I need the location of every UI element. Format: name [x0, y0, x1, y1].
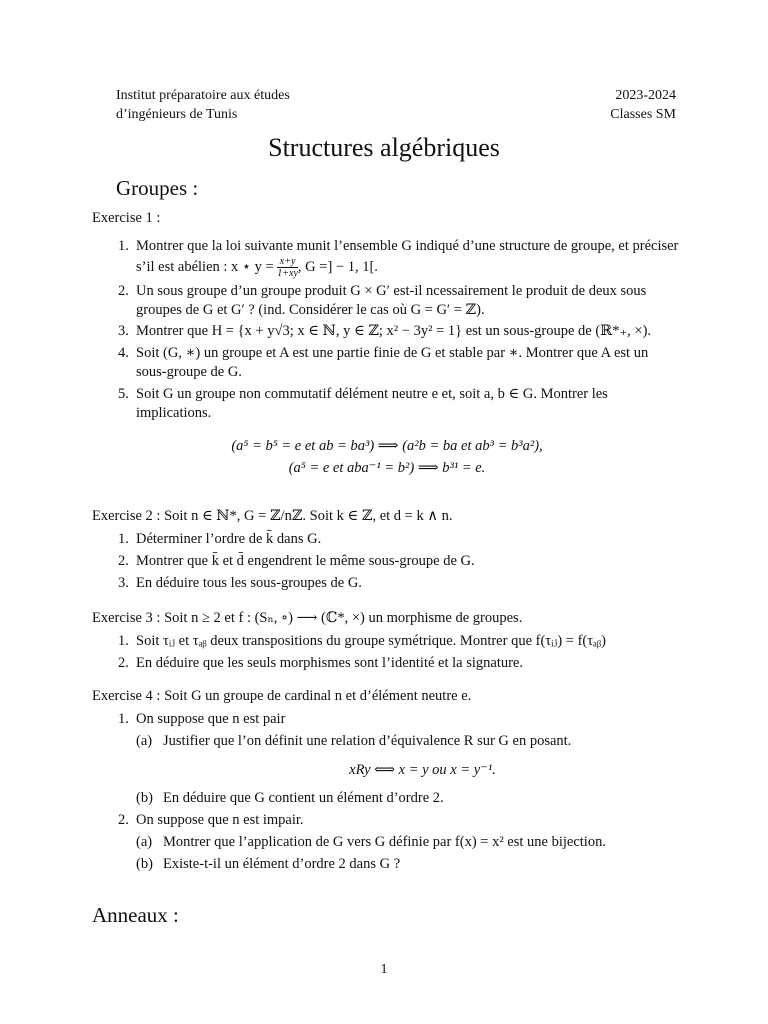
subitem-text: Montrer que l’application de G vers G définie par f(x) = x² est une bijection.	[163, 834, 606, 851]
subitem-text: Justifier que l’on définit une relation d’équivalence R sur G en posant.	[163, 732, 572, 749]
subitem-text: Existe-t-il un élément d’ordre 2 dans G ?	[163, 855, 401, 872]
item-number: 2.	[118, 812, 129, 829]
exercise-1	[92, 209, 682, 488]
item-text: Montrer que la loi suivante munit l’ensemble G indiqué d’une structure de groupe, et préciser s’il est abélien : x ⋆ y =	[136, 237, 679, 275]
exercise-3-item-1	[92, 632, 682, 651]
exercise-1-item-3	[92, 322, 682, 341]
item-number: 2.	[118, 654, 129, 671]
year-class-header	[610, 86, 676, 124]
exercise-3-heading: Exercise 3 : Soit n ≥ 2 et f : (Sₙ, ∘) ⟶ (ℂ*, ×) un morphisme de groupes.	[92, 610, 523, 626]
document-title: Structures algébriques	[268, 133, 500, 162]
exercise-2-item-1	[92, 530, 682, 549]
page-number: 1	[380, 962, 388, 977]
section-heading-anneaux: Anneaux :	[92, 903, 179, 927]
institution-header	[116, 86, 290, 124]
exercise-3-item-2	[92, 654, 682, 673]
item-text: On suppose que n est pair	[136, 710, 286, 727]
item-text: Un sous groupe d’un groupe produit G × G′ est-il ncessairement le produit de deux sous groupes de G et G′ ? (ind. Considérer le cas où G = G′ = ℤ).	[136, 282, 647, 318]
item-text: On suppose que n est impair.	[136, 812, 304, 829]
item-number: 5.	[118, 385, 129, 402]
equivalence-relation-display: xRy ⟺ x = y ou x = y⁻¹.	[349, 761, 496, 778]
subitem-label: (a)	[136, 732, 153, 749]
subitem-text: En déduire que G contient un élément d’ordre 2.	[163, 790, 444, 807]
exercise-4-item-1	[92, 710, 682, 808]
item-number: 2.	[118, 552, 129, 569]
exercise-4-item-1a	[136, 732, 682, 780]
exercise-2	[92, 507, 682, 595]
item-text: Déterminer l’ordre de k̄ dans G.	[136, 530, 322, 547]
item-text: Soit τᵢⱼ et τₐᵦ deux transpositions du groupe symétrique. Montrer que f(τᵢⱼ) = f(τₐᵦ)	[136, 632, 606, 649]
exercise-1-item-4	[92, 344, 682, 382]
exercise-1-item-5	[92, 385, 682, 423]
exercise-4-item-2b	[136, 855, 682, 874]
exercise-4-item-2	[92, 811, 682, 874]
item-text: En déduire que les seuls morphismes sont l’identité et la signature.	[136, 654, 523, 671]
subitem-label: (b)	[136, 790, 153, 807]
fraction	[277, 256, 298, 279]
exercise-4	[92, 687, 682, 877]
subitem-label: (b)	[136, 855, 153, 872]
item-text-continued: , G =] − 1, 1[.	[297, 258, 378, 275]
exercise-4-item-2a	[136, 833, 682, 852]
item-text: Montrer que H = {x + y√3; x ∈ ℕ, y ∈ ℤ; x² − 3y² = 1} est un sous-groupe de (ℝ*₊, ×).	[136, 323, 652, 340]
subitem-label: (a)	[136, 834, 153, 851]
item-number: 1.	[118, 632, 129, 649]
item-text: Soit (G, ∗) un groupe et A est une partie finie de G et stable par ∗. Montrer que A est un sous-groupe de G.	[136, 345, 649, 381]
class-name: Classes SM	[610, 107, 676, 122]
item-text: En déduire tous les sous-groupes de G.	[136, 574, 362, 591]
exercise-3	[92, 609, 682, 676]
exercise-4-item-1b	[136, 789, 682, 808]
item-number: 2.	[118, 282, 129, 299]
fraction-numerator: x+y	[277, 256, 298, 268]
exercise-2-item-2	[92, 552, 682, 571]
exercise-1-heading: Exercise 1 :	[92, 210, 161, 226]
item-number: 1.	[118, 237, 129, 254]
item-number: 4.	[118, 345, 129, 362]
exercise-2-heading: Exercise 2 : Soit n ∈ ℕ*, G = ℤ/nℤ. Soit k ∈ ℤ, et d = k ∧ n.	[92, 508, 453, 524]
implication-1: (a⁵ = b⁵ = e et ab = ba³) ⟹ (a²b = ba et ab³ = b³a²),	[231, 437, 543, 454]
item-number: 3.	[118, 323, 129, 340]
item-text: Montrer que k̄ et d̄ engendrent le même sous-groupe de G.	[136, 552, 475, 569]
exercise-1-item-2	[92, 282, 682, 320]
institution-line-2: d’ingénieurs de Tunis	[116, 107, 238, 122]
section-heading-groupes: Groupes :	[116, 176, 199, 200]
institution-line-1: Institut préparatoire aux études	[116, 88, 290, 103]
exercise-2-item-3	[92, 574, 682, 593]
item-text: Soit G un groupe non commutatif délément neutre e et, soit a, b ∈ G. Montrer les implications.	[136, 385, 608, 421]
implications-display	[92, 437, 682, 479]
item-number: 1.	[118, 710, 129, 727]
academic-year: 2023-2024	[615, 88, 676, 103]
item-number: 1.	[118, 530, 129, 547]
exercise-4-heading: Exercise 4 : Soit G un groupe de cardinal n et d’élément neutre e.	[92, 688, 472, 704]
fraction-denominator: 1+xy	[277, 267, 298, 279]
implication-2: (a⁵ = e et aba⁻¹ = b²) ⟹ b³¹ = e.	[288, 460, 486, 477]
exercise-1-item-1	[92, 237, 682, 279]
item-number: 3.	[118, 574, 129, 591]
